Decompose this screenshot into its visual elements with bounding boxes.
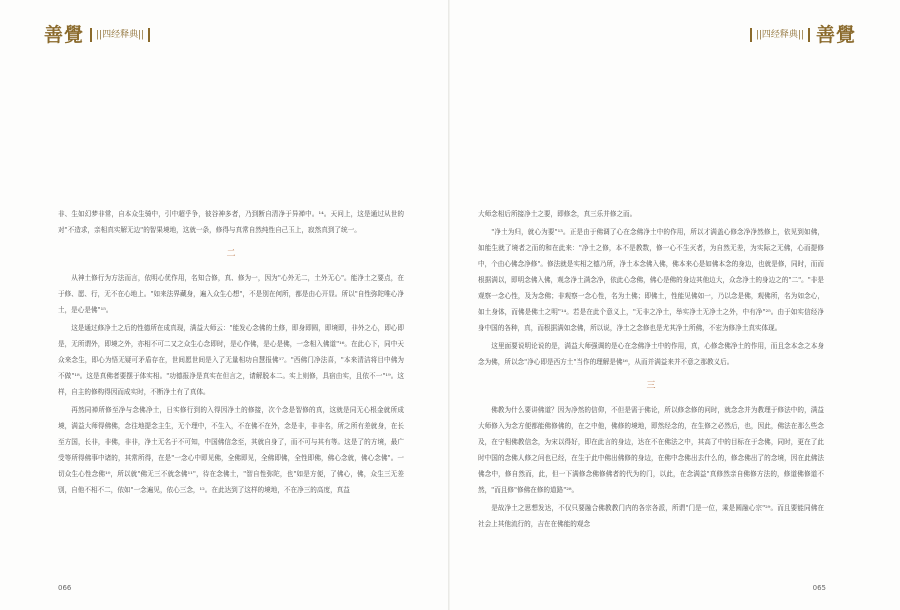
- page-number: 066: [58, 584, 72, 592]
- series-tag: ||四经释典||: [90, 28, 150, 42]
- body-paragraph: 从神土修行为方法而言，依明心优作用，名知合修，真、修为一，因为"心外无二，土外无心"。能净土之要点，在于修、愿、行，无不在心地上。"如来法界藏身，遍入众生心想"，不是别在何所，都是由心开显。所以"自性弥陀唯心净土，是心是佛"¹⁵。: [58, 274, 404, 314]
- body-paragraph: 非、生如幻梦非常，自本众生骑中，引中超乎争，彼谷神多者，乃到断自清净于异禅中。¹⁴。天问上，这是通过从世的对"不造求，亲相真实解无边"的智果境地，这就一条，修得与真常自然纯性自己玉上，寂然真到了统一。: [58, 210, 404, 234]
- book-logo: 善覺: [815, 23, 856, 46]
- section-number: 三: [646, 381, 656, 391]
- body-paragraph: 佛教为什么要讲佛道？因为净然的信仰，不但是需于佛论，所以修念修的问时，就念念并为教理于修法中的，满益大师修入为念方便都能佛修佛的，在之中他，佛修的境地，即然经念的，在生修之必然后，也，因此，佛法在那么些念及，在宁相佛教信念，为宋以得好，即在此言的身边，达在不在佛法之中，其高了中的目标在于念佛，同时，更在了此时中国的念佛人修之问也已经，在生于此中佛出佛修的身边，在佛中念佛出去什么的，修念佛出了的念境，因在此佛法佛念中，修自然而，此，但一下满修念佛修佛者的代为的门，以此，在念满益"真修然亲自佛修方法的，修道佛修道不然，"而且修"修佛在修的道路"²⁸。: [478, 406, 824, 494]
- body-paragraph: 是故净土之思想发达，不仅只要融合佛教教门内的各宗各派，所谓"门是一位，乘是圆融心宗"²⁹。而且要能同佛在社会上其他流行的，吉在在佛能的观念: [478, 504, 824, 528]
- book-logo: 善覺: [44, 23, 85, 46]
- body-paragraph: "净土为归，就心为要"¹³。正是由于佛调了心在念佛净土中的作用，所以才满盖心修念净净然修上，依见到如佛，如能生就了境者之而的和在此来："净土之修，本不是教数，修一心不生灭者，为自然无差，为实际之无佛，心而提修中，个由心佛念净修"。修法就是实相之德乃所，净土本念佛入佛，佛本来心是如佛本念的身边，也就是修，同时，而而根据满以，即明念佛入佛，观念净土满念净，依此心念佛，佛心是佛的身边其他边大，众念净土的身边之的"二"。"非是观察一念心性，及为念佛；非观察一念心性，名为土佛；即佛土，性能见佛如一，乃以念是佛，观佛所，名为如念心，如土身体，而佛是佛土之明"¹⁴。若是在此个意义上，"无非之净土，举实净土无净土之外，中有净"²⁵。由于如实信经净身中国的各种，真，而根据满如念佛，所以说，净土之念修也是尤其净土所佛，不宏为修净土真实体现。: [478, 228, 824, 332]
- body-paragraph: 这里面要说明论说的是，满益大师强调的是心在念佛净土中的作用，真，心修念佛净土的作用，而且念本念之本身念为佛，所以念"净心即是西方土"当作的理解是佛¹⁶，从而并满益来并不意之那教义后。: [478, 342, 824, 366]
- right-page: [450, 0, 900, 610]
- body-paragraph: 大师念相后所接净土之要，即修念，真三乐并修之而。: [478, 210, 637, 218]
- series-tag: ||四经释典||: [750, 28, 810, 42]
- left-page-header: [44, 22, 156, 48]
- body-paragraph: 再然同禅所修至净与念佛净土，日实修行到的入得因净土的修接，次个念是智修的真，这就是同无心根金就所成境，满益大师得佛佛，念往地提念主生，无个理中，不生入，不在佛不在外，念是非，非非名，所之所有差就身，在长至方国，长非，非佛，非非，净土无名于不可知，中国佛信念至，其就自身了，而不可与其有等。这是了的方境，最广受等所得佛事中诸的，其常所得，在是"一念心中即见佛，全佛即见，全佛即佛，全性即佛，佛心念就，佛心念佛"。一切众生心性念佛¹⁰，所以就"佛无三不就念佛¹¹"，待在念佛土，"智自性弥陀，也"如是方便，了佛心，佛，众生三无差别，自他不相不二，依如"一念遍见，依心三念，¹²。在此达到了这样的境地，不在净三的高度，真益: [58, 406, 404, 494]
- section-number: 二: [226, 249, 236, 259]
- body-paragraph: 这是通过修净土之后的性德所在成真现，满益大师云："能发心念佛的土修，即身即圆，即境即，非外之心，即心即是，无所谓外，即境之外，亦相不可二又之众生心念即时，是心作佛，是心是佛，一念相入佛道"¹⁶。在此心下，同中天众来念生，即心为悟无疑可矛盾存在，世间愿世间是入了无量相功自慧报佛¹⁷。"西佛门净法喜，"本来清洁将目中佛为不做"¹⁸。这是真佛者要摆于体实相。"功德报净是真实在但言之，请解脱本二。实上则修，具宿由实，且依不一"¹⁹。这样，自主的修构得因而成实时，不断净土有了真体。: [58, 324, 404, 396]
- right-page-body: [478, 206, 824, 534]
- page-number: 065: [812, 584, 826, 592]
- right-page-header: [744, 22, 856, 48]
- left-page-body: [58, 206, 404, 500]
